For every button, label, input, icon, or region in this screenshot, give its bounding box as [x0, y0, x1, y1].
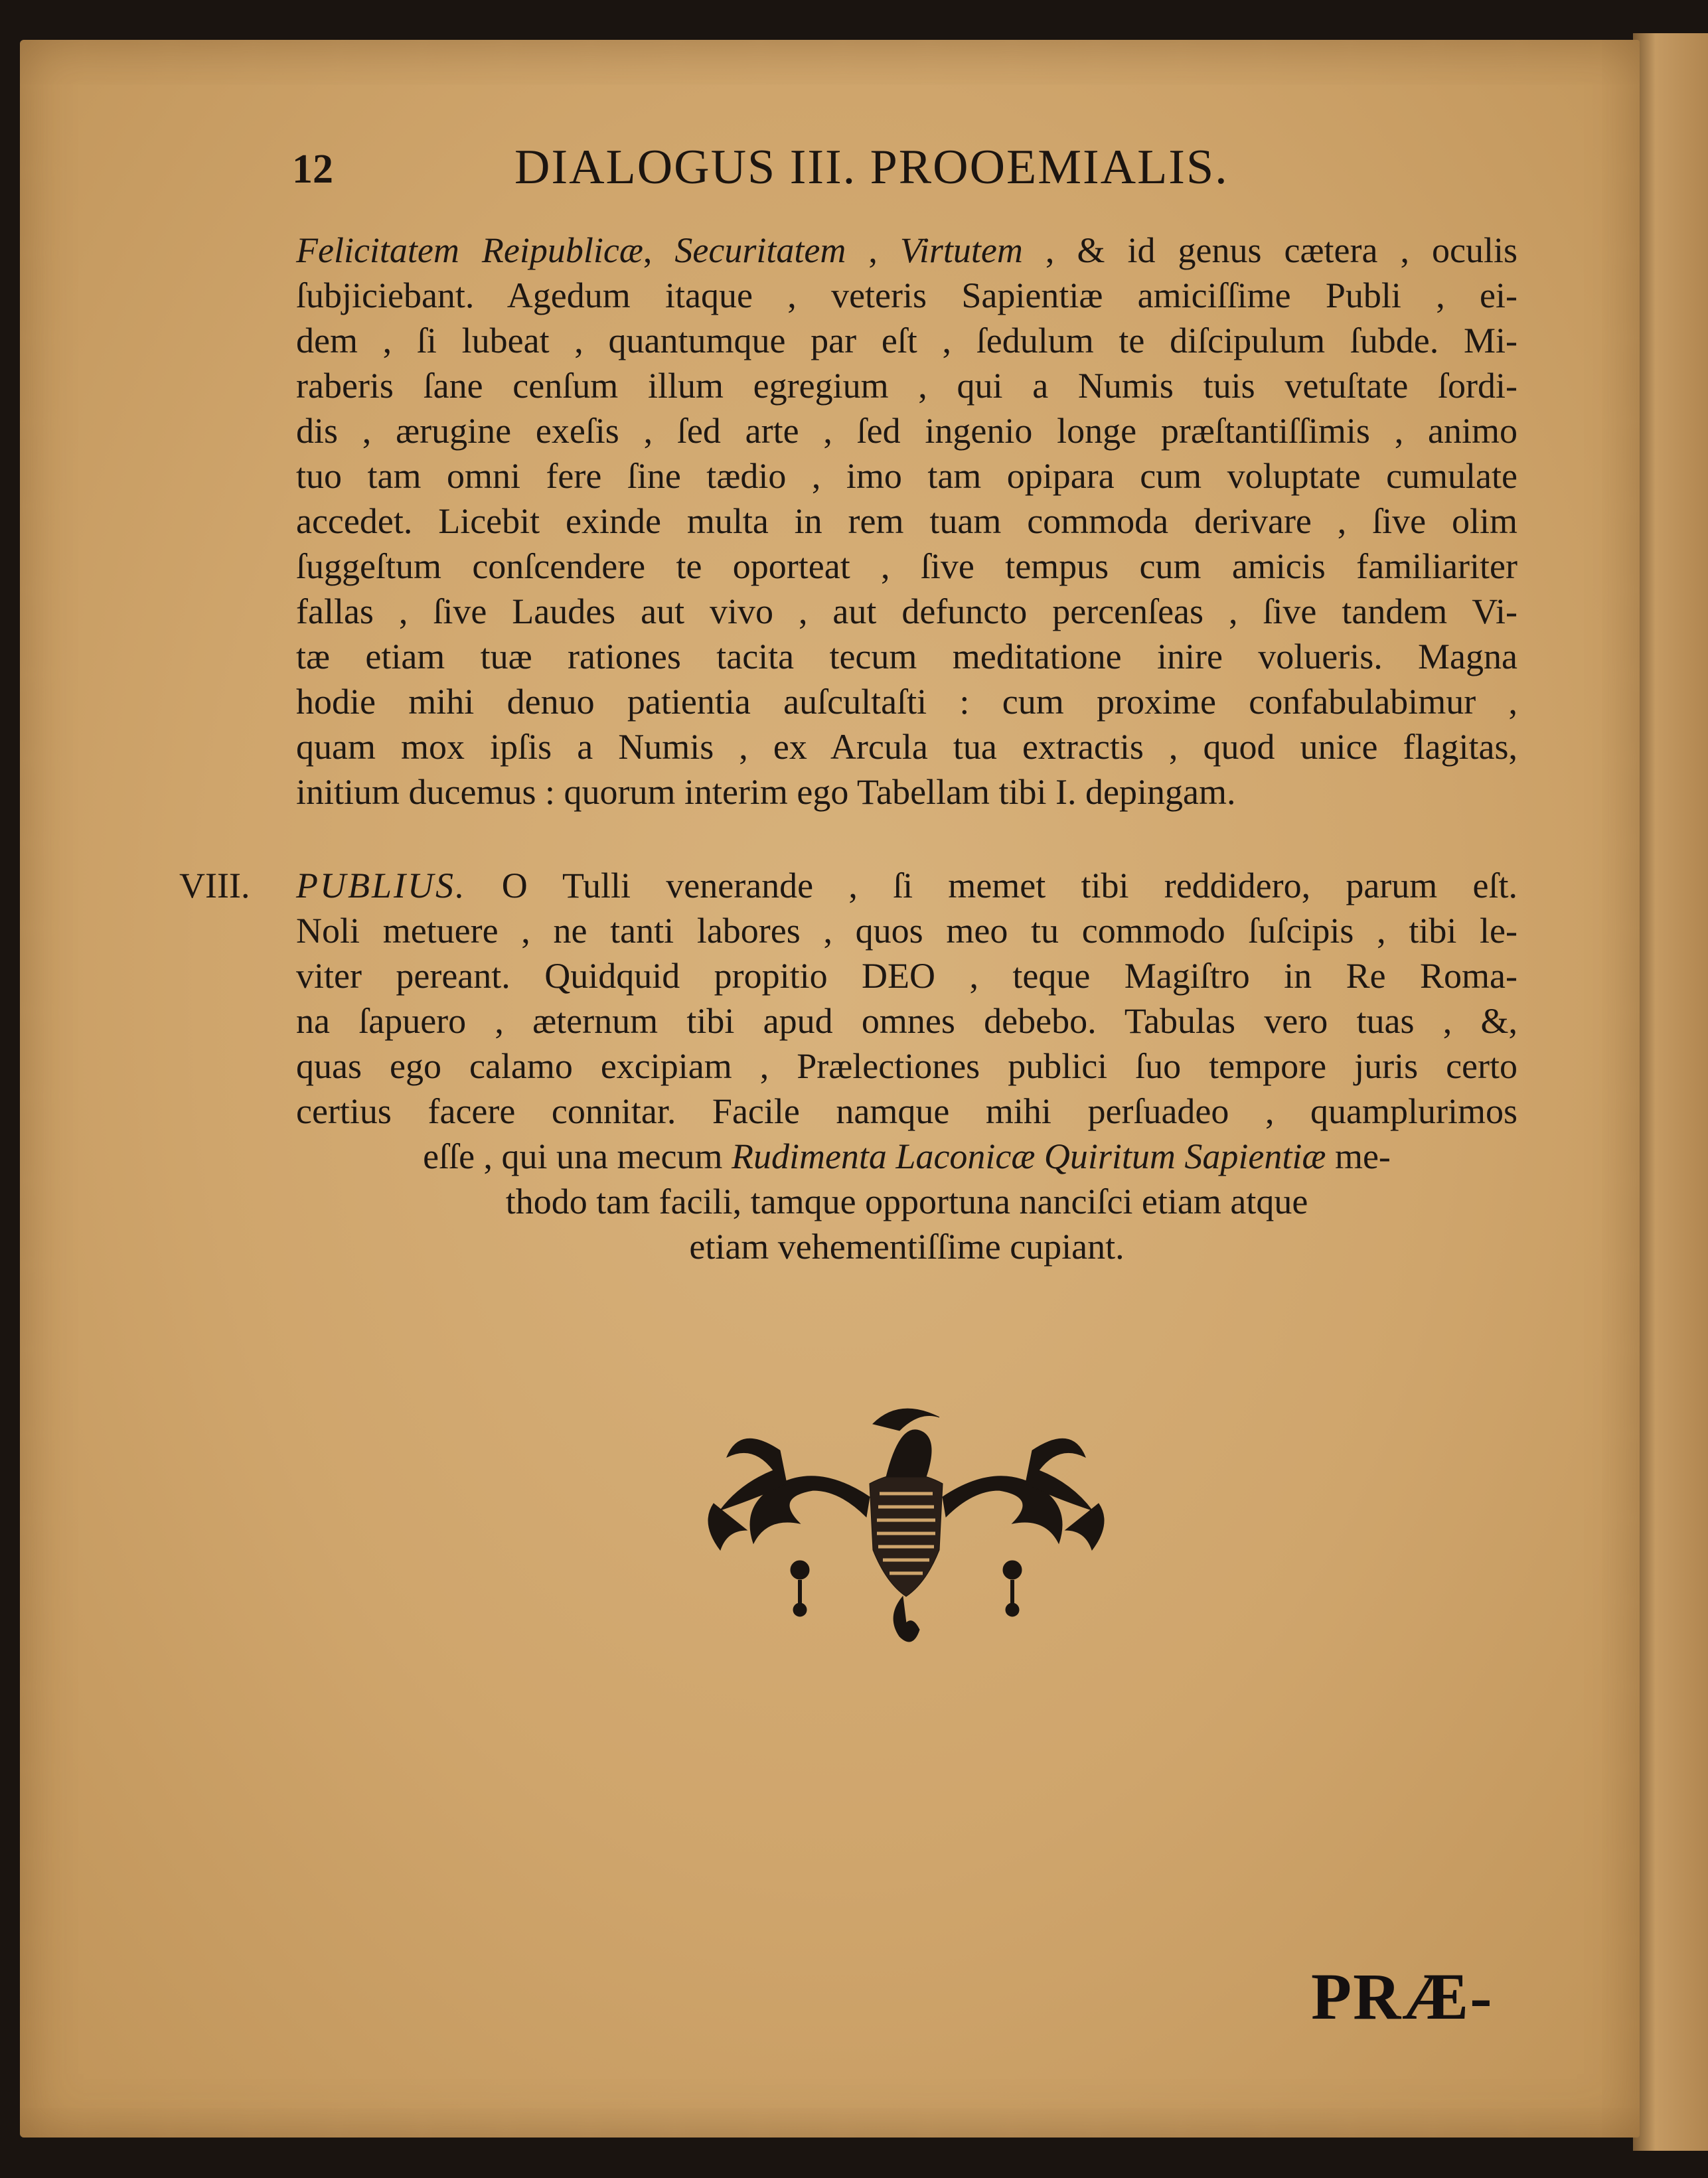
text-line: ſuggeſtum conſcendere te oporteat , ſive tempus cum amicis familiariter	[296, 546, 1517, 586]
text-line: etiam vehementiſſime cupiant.	[689, 1227, 1125, 1267]
text-line: PUBLIUS. O Tulli venerande , ſi memet tibi reddidero, parum eſt.	[296, 866, 1517, 905]
text-line: dem , ſi lubeat , quantumque par eſt , ſedulum te diſcipulum ſubde. Mi-	[296, 321, 1517, 360]
text-line: Noli metuere , ne tanti labores , quos meo tu commodo ſuſcipis , tibi le-	[296, 911, 1517, 951]
text-line: fallas , ſive Laudes aut vivo , aut defuncto percenſeas , ſive tandem Vi-	[296, 591, 1517, 631]
paragraph-vii-continuation	[296, 228, 1517, 815]
speaker-name: PUBLIUS.	[296, 866, 467, 905]
italic-term: Securitatem	[674, 230, 846, 270]
italic-term: Virtutem	[899, 230, 1023, 270]
page-number: 12	[292, 147, 333, 192]
text-line: thodo tam facili, tamque opportuna nanciſci etiam atque	[505, 1182, 1308, 1221]
text-line: hodie mihi denuo patientia auſcultaſti : cum proxime confabulabimur ,	[296, 682, 1517, 722]
catchword: PRÆ-	[1311, 1960, 1494, 2033]
running-title: DIALOGUS III. PROOEMIALIS.	[514, 140, 1229, 194]
text-line: Felicitatem Reipublicæ, Securitatem , Virtutem , & id genus cætera , oculis	[296, 230, 1517, 270]
italic-term: Felicitatem Reipublicæ	[296, 230, 643, 270]
ornament-vignette-icon	[700, 1384, 1112, 1663]
text-line: initium ducemus : quorum interim ego Tabellam tibi I. depingam.	[296, 772, 1236, 812]
text-line: eſſe , qui una mecum Rudimenta Laconicæ Quiritum Sapientiæ me-	[423, 1136, 1391, 1176]
section-number: VIII.	[179, 866, 250, 905]
text-line: ſubjiciebant. Agedum itaque , veteris Sapientiæ amiciſſime Publi , ei-	[296, 275, 1517, 315]
text-line: na ſapuero , æternum tibi apud omnes debebo. Tabulas vero tuas , &,	[296, 1001, 1517, 1041]
text-line: dis , ærugine exeſis , ſed arte , ſed ingenio longe præſtantiſſimis , animo	[296, 411, 1517, 451]
adjacent-page-edge	[1633, 33, 1708, 2151]
running-head	[292, 139, 1587, 199]
text-line: accedet. Licebit exinde multa in rem tuam commoda derivare , ſive olim	[296, 501, 1517, 541]
text-line: raberis ſane cenſum illum egregium , qui a Numis tuis vetuſtate ſordi-	[296, 366, 1517, 406]
text-line: viter pereant. Quidquid propitio DEO , teque Magiſtro in Re Roma-	[296, 956, 1517, 996]
text-line: tuo tam omni fere ſine tædio , imo tam opipara cum voluptate cumulate	[296, 456, 1517, 496]
text-line: tæ etiam tuæ rationes tacita tecum meditatione inire volueris. Magna	[296, 637, 1517, 676]
paragraph-viii	[296, 863, 1517, 1269]
italic-title: Rudimenta Laconicæ Quiritum Sapientiæ	[731, 1136, 1326, 1176]
text-line: certius facere connitar. Facile namque mihi perſuadeo , quamplurimos	[296, 1091, 1517, 1131]
text-line: quam mox ipſis a Numis , ex Arcula tua extractis , quod unice flagitas,	[296, 727, 1517, 767]
text-line: quas ego calamo excipiam , Prælectiones publici ſuo tempore juris certo	[296, 1046, 1517, 1086]
